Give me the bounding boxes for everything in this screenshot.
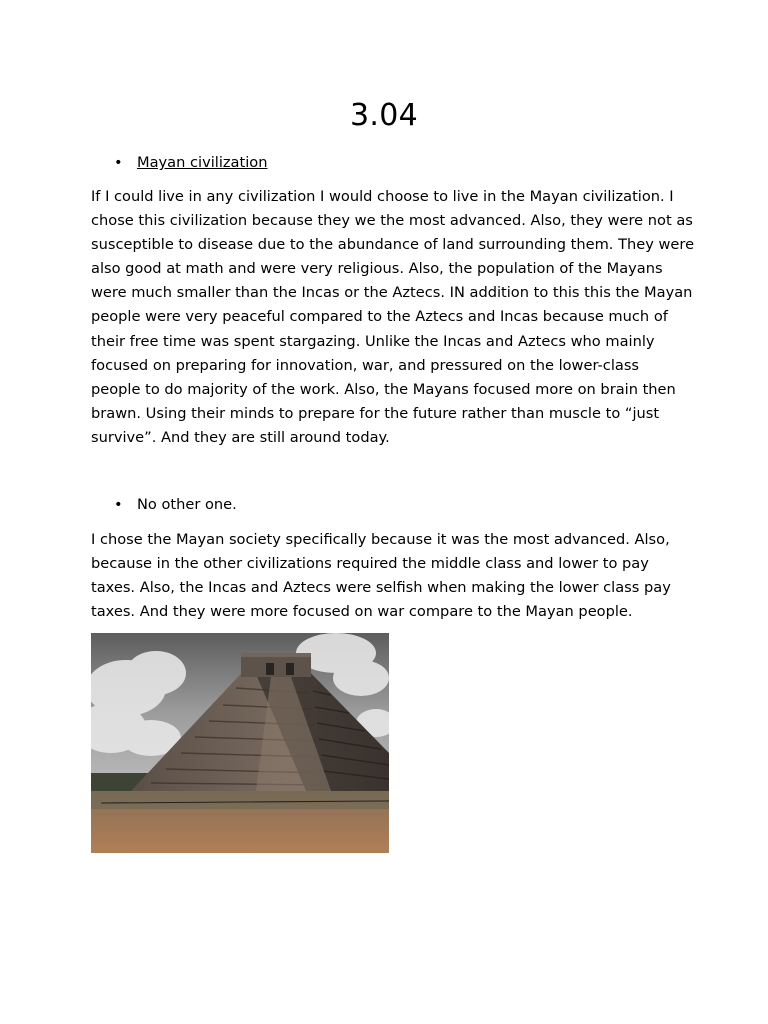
paragraph-line: brawn. Using their minds to prepare for the future rather than muscle to “just: [91, 404, 660, 422]
paragraph-line: chose this civilization because they we the most advanced. Also, they were not as: [91, 212, 693, 230]
pyramid-illustration: [91, 633, 389, 853]
section-heading-mayan-civilization: Mayan civilization: [137, 154, 268, 171]
bullet-icon: •: [114, 496, 123, 513]
section-heading-no-other-one: No other one.: [137, 496, 237, 513]
paragraph-line: people were very peaceful compared to the Aztecs and Incas because much of: [91, 308, 668, 326]
paragraph-line: If I could live in any civilization I would choose to live in the Mayan civilization. I: [91, 188, 674, 205]
mayan-pyramid-photo: [91, 633, 389, 853]
paragraph-line: focused on preparing for innovation, war, and pressured on the lower-class: [91, 356, 640, 374]
paragraph-line: their free time was spent stargazing. Unlike the Incas and Aztecs who mainly: [91, 332, 655, 350]
document-title: 3.04: [350, 98, 418, 133]
paragraph-line: survive”. And they are still around today.: [91, 428, 390, 446]
paragraph-line: I chose the Mayan society specifically because it was the most advanced. Also,: [91, 531, 670, 548]
paragraph-no-other-one: [91, 528, 691, 624]
paragraph-line: because in the other civilizations required the middle class and lower to pay: [91, 555, 649, 573]
paragraph-line: people to do majority of the work. Also, the Mayans focused more on brain then: [91, 380, 676, 398]
paragraph-mayan-civilization: [91, 185, 695, 450]
paragraph-line: susceptible to disease due to the abundance of land surrounding them. They were: [91, 236, 695, 254]
paragraph-line: taxes. Also, the Incas and Aztecs were selfish when making the lower class pay: [91, 579, 671, 597]
bullet-icon: •: [114, 154, 123, 171]
paragraph-line: were much smaller than the Incas or the Aztecs. IN addition to this this the Mayan: [91, 284, 693, 302]
paragraph-line: also good at math and were very religious. Also, the population of the Mayans: [91, 260, 663, 278]
paragraph-line: taxes. And they were more focused on war compare to the Mayan people.: [91, 603, 633, 621]
